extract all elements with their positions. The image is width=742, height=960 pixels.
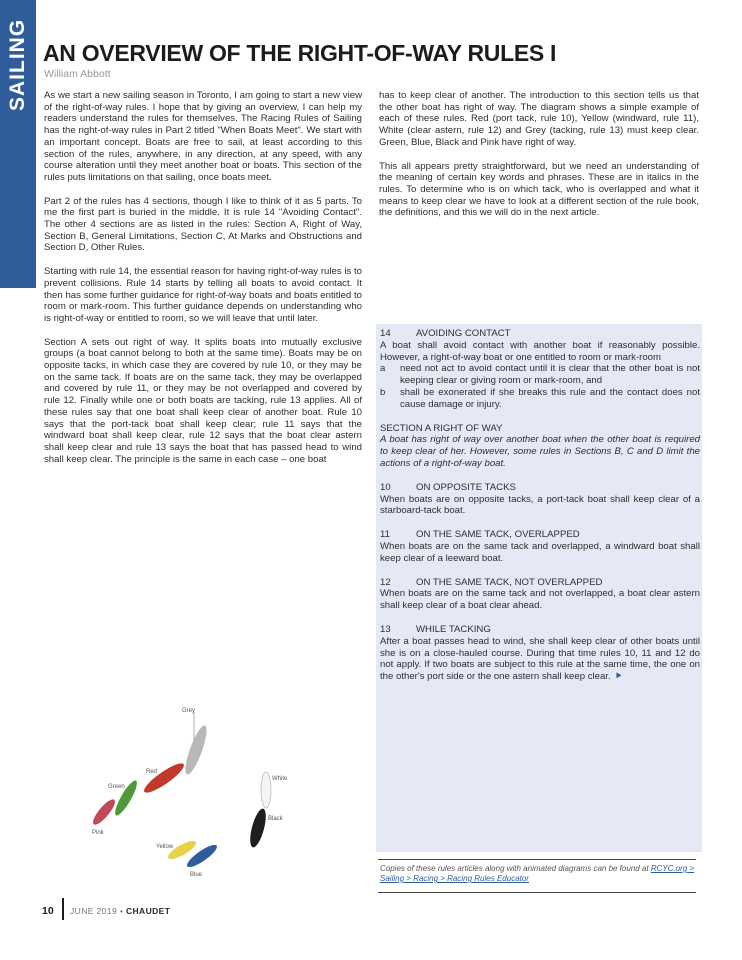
boat-grey <box>181 708 210 776</box>
footnote-divider-bottom <box>378 892 696 893</box>
diagram-label-yellow: Yellow <box>156 844 174 850</box>
section-a <box>380 423 700 470</box>
footnote-text: Copies of these rules articles along with animated diagrams can be found at <box>380 864 649 873</box>
rule-heading <box>380 529 700 541</box>
section-tab-label: SAILING <box>6 18 29 112</box>
rule-text <box>380 636 700 683</box>
diagram-label-blue: Blue <box>190 872 203 878</box>
rules-quote-content <box>380 328 700 695</box>
rule-text: When boats are on the same tack and not overlapped, a boat clear astern shall keep clear of a boat clear ahead. <box>380 588 700 612</box>
paragraph: Starting with rule 14, the essential reason for having right-of-way rules is to prevent collisions. Rule 14 starts by telling all boats to avoid contact. It then has some further guidance for right-of-way boats and boats entitled to room or mark-room. This further guidance depends on understanding who is right-of-way or entitled to room, so we will leave that until later. <box>44 266 362 324</box>
rule-10 <box>380 482 700 517</box>
list-text: shall be exonerated if she breaks this rule and the contact does not cause damage or injury. <box>400 386 700 410</box>
diagram-label-pink: Pink <box>92 830 104 836</box>
rule-heading: SECTION A RIGHT OF WAY <box>380 422 503 434</box>
rule-text: A boat shall avoid contact with another boat if reasonably possible. However, a right-of-way boat or one entitled to room or mark-room <box>380 339 700 363</box>
rule-text: When boats are on the same tack and overlapped, a windward boat shall keep clear of a leeward boat. <box>380 540 700 564</box>
page-number: 10 <box>42 905 54 917</box>
article-author: William Abbott <box>44 68 111 80</box>
rule-heading <box>380 577 700 589</box>
rule-text-body: After a boat passes head to wind, she shall keep clear of other boats until she is on a close-hauled course. During that time rules 10, 11 and 12 do not apply. If two boats are subject to this rule at the same time, the one on the other's port side or the one astern shall keep clear. <box>380 635 700 683</box>
footnote <box>380 864 696 884</box>
right-of-way-diagram <box>84 700 304 880</box>
rule-title: ON THE SAME TACK, OVERLAPPED <box>416 529 580 541</box>
rule-number: 14 <box>380 328 391 339</box>
footer-separator: • <box>117 906 126 916</box>
rule-title: AVOIDING CONTACT <box>416 328 511 339</box>
rule-number: 13 <box>380 623 391 635</box>
boat-black <box>247 807 284 849</box>
paragraph: Part 2 of the rules has 4 sections, though I like to think of it as 5 parts. To me the first part is buried in the middle. It is rule 14 "Avoiding Contact". The other 4 sections are as listed in the rules: Section A, Right of Way, Section B, General Limitations, Section C, At Marks and Obstructions and Section D, Other Rules. <box>44 195 362 254</box>
boat-red <box>141 759 187 796</box>
end-mark-icon: ⯈ <box>614 671 623 683</box>
right-column <box>379 90 699 231</box>
diagram-label-grey: Grey <box>182 708 196 714</box>
rule-title: ON THE SAME TACK, NOT OVERLAPPED <box>416 576 603 588</box>
paragraph: As we start a new sailing season in Toronto, I am going to start a new view of the right-of-way rules. I hope that by giving an overview, I can help my readers understand the rules for themselves. The Racing Rules of Sailing has the right-of-way rules in Part 2 titled "When Boats Meet". We start with an important concept. Boats are free to sail, at least according to this section of the rules, anywhere, in any direction, at any speed, with any course alteration until they meet another boat or boats. This section of the rules puts limitations on that sailing, once boats meet. <box>44 90 362 183</box>
rule-14 <box>380 328 700 411</box>
footnote-divider <box>378 859 696 860</box>
footer-publication: CHAUDET <box>125 906 171 916</box>
rule-title: WHILE TACKING <box>416 623 491 635</box>
rule-12 <box>380 577 700 612</box>
diagram-label-red: Red <box>146 769 158 775</box>
rule-text: A boat has right of way over another boat when the other boat is required to keep clear of her. However, some rules in Sections B, C and D limit the actions of a right-of-way boat. <box>380 434 700 469</box>
boat-white <box>261 772 288 808</box>
rule-heading <box>380 624 700 636</box>
rule-heading <box>380 328 700 340</box>
list-letter: b <box>380 386 386 398</box>
rule-number: 11 <box>380 529 390 541</box>
list-letter: a <box>380 363 386 375</box>
article-title: AN OVERVIEW OF THE RIGHT-OF-WAY RULES I <box>43 40 557 66</box>
rule-title: ON OPPOSITE TACKS <box>416 481 516 493</box>
section-tab <box>0 0 36 288</box>
rule-sublist <box>380 363 700 410</box>
footer-divider <box>62 898 64 920</box>
left-column <box>44 90 362 477</box>
footnote-link[interactable]: RCYC.org > Sailing > Racing > Racing Rules Educator <box>380 864 695 883</box>
footer-issue-date: JUNE 2019 <box>70 906 118 916</box>
rule-text: When boats are on opposite tacks, a port-tack boat shall keep clear of a starboard-tack boat. <box>380 493 700 517</box>
list-item <box>380 387 700 411</box>
rule-number: 12 <box>380 576 391 588</box>
boat-green <box>108 778 140 818</box>
list-item <box>380 363 700 387</box>
rule-heading <box>380 482 700 494</box>
rule-number: 10 <box>380 481 391 493</box>
paragraph: This all appears pretty straightforward, but we need an understanding of the meaning of certain key words and phrases. These are in italics in the rules. To determine who is on which tack, who is overlapped and what it means to keep clear we have to look at a different section of the rule book, the definitions, and this we will do in the next article. <box>379 160 699 219</box>
boat-pink <box>90 797 118 836</box>
diagram-label-white: White <box>272 776 288 782</box>
rule-11 <box>380 529 700 564</box>
diagram-label-black: Black <box>268 816 283 822</box>
diagram-label-green: Green <box>108 784 125 790</box>
rule-13 <box>380 624 700 683</box>
paragraph: has to keep clear of another. The introduction to this section tells us that the other boat has right of way. The diagram shows a simple example of each of these rules. Red (port tack, rule 10), Yellow (windward, rule 11), White (clear astern, rule 12) and Grey (tacking, rule 13) must keep clear. Green, Blue, Black and Pink have right of way. <box>379 90 699 148</box>
footer-issue <box>70 906 170 916</box>
list-text: need not act to avoid contact until it is clear that the other boat is not keeping clear or giving room or mark-room, and <box>400 363 700 387</box>
paragraph: Section A sets out right of way. It splits boats into mutually exclusive groups (a boat cannot belong to both at the same time). Boats may be on opposite tacks, in which case they are covered by rule 10, or they may be on the same tack. If boats are on the same tack, they may be overlapped and covered by rule 11, or they may be not overlapped and covered by rule 12. Finally while one or both boats are tacking, rule 13 applies. All of these rules say that one boat shall keep clear of another boat. Rule 10 says that the port-tack boat shall keep clear; rule 11 says that the windward boat shall keep clear, rule 12 says that the boat clear astern shall keep clear and rule 13 says the boat that has passed head to wind shall keep clear. The principle is the same in each case – one boat <box>44 336 362 465</box>
